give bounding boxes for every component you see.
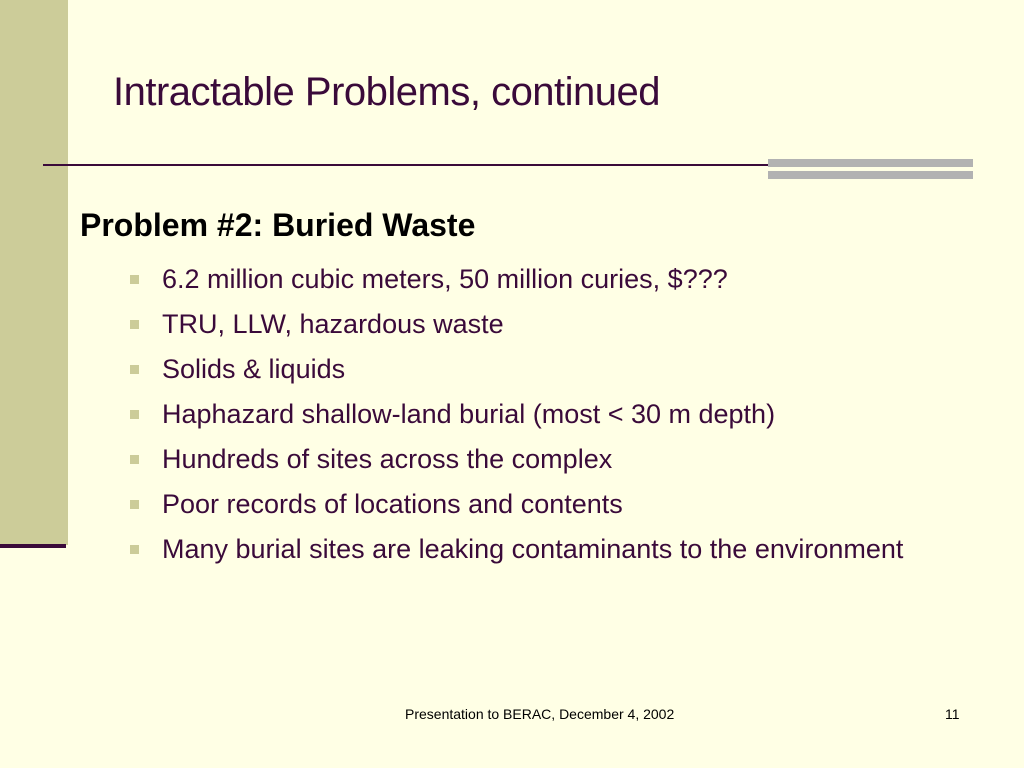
- square-bullet-icon: [130, 500, 139, 509]
- problem-heading: Problem #2: Buried Waste: [80, 207, 476, 243]
- bullet-item: [130, 306, 910, 342]
- bullet-item: [130, 441, 910, 477]
- bullet-text: TRU, LLW, hazardous waste: [162, 309, 504, 339]
- bullet-item: [130, 351, 910, 387]
- square-bullet-icon: [130, 410, 139, 419]
- slide-title: Intractable Problems, continued: [113, 70, 661, 114]
- left-decorative-band: [0, 0, 68, 545]
- square-bullet-icon: [130, 365, 139, 374]
- slide-footer: Presentation to BERAC, December 4, 2002: [405, 706, 675, 722]
- bullet-item: [130, 396, 910, 432]
- bullet-text: Haphazard shallow-land burial (most < 30 m depth): [162, 399, 776, 429]
- bullet-item: [130, 486, 910, 522]
- decorative-gray-bar-bottom: [768, 171, 973, 179]
- title-divider: [43, 164, 770, 166]
- bullet-item: [130, 531, 910, 567]
- page-number: 11: [945, 706, 960, 722]
- bullet-text: 6.2 million cubic meters, 50 million curies, $???: [162, 264, 728, 294]
- bullet-item: [130, 261, 910, 297]
- bullet-list: [130, 261, 910, 576]
- bullet-text: Hundreds of sites across the complex: [162, 444, 613, 474]
- bullet-text: Solids & liquids: [162, 354, 346, 384]
- bullet-text: Many burial sites are leaking contaminants to the environment: [162, 534, 904, 564]
- bullet-text: Poor records of locations and contents: [162, 489, 623, 519]
- left-accent-line: [0, 544, 66, 548]
- square-bullet-icon: [130, 455, 139, 464]
- square-bullet-icon: [130, 545, 139, 554]
- square-bullet-icon: [130, 320, 139, 329]
- decorative-gray-bar-top: [768, 159, 973, 167]
- square-bullet-icon: [130, 275, 139, 284]
